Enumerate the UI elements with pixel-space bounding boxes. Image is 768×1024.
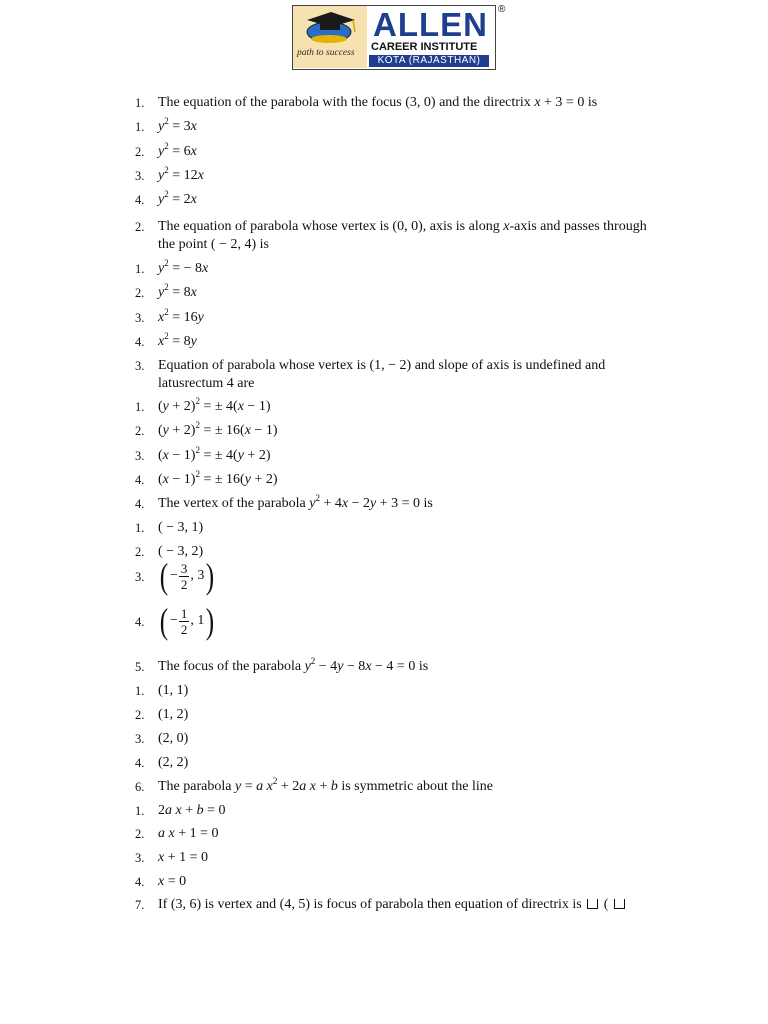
item-text: ( − $\frac{1}{2}$ , 1 ): [159, 601, 215, 641]
item-number: 3.: [135, 732, 145, 746]
item-text: Equation of parabola whose vertex is (1, − 2) and slope of axis is undefined and latusrectum 4 are: [158, 358, 606, 391]
item-number: 4.: [135, 497, 145, 511]
item-number: 4.: [135, 473, 145, 487]
item-text: $(y + 2)^2$ = ± 16(x − 1): [158, 420, 278, 438]
item-number: 6.: [135, 780, 145, 794]
item-number: 2.: [135, 545, 145, 559]
item-number: 1.: [135, 96, 145, 110]
item-text: ( − 3, 2): [158, 544, 204, 559]
item-text: ( − 3, 1): [158, 520, 204, 535]
item-text: $x^2 = 16y$: [158, 307, 204, 325]
item-number: 2.: [135, 286, 145, 300]
item-number: 1.: [135, 521, 145, 535]
item-number: 2.: [135, 827, 145, 841]
item-text: (2, 0): [158, 731, 189, 746]
item-number: 2.: [135, 708, 145, 722]
logo-city: KOTA (RAJASTHAN): [369, 55, 489, 67]
item-text: The vertex of the parabola $y^2 + 4x - 2y + 3 = 0$ is: [158, 493, 433, 511]
item-number: 1.: [135, 120, 145, 134]
item-number: 4.: [135, 615, 145, 629]
item-number: 4.: [135, 756, 145, 770]
item-text: The focus of the parabola $y^2 - 4y - 8x - 4 = 0$ is: [158, 656, 429, 674]
item-text: $x^2 = 8y$: [158, 331, 197, 349]
item-text: The parabola y = a $x^2 + 2a$ x + b is symmetric about the line: [158, 776, 493, 794]
item-number: 1.: [135, 804, 145, 818]
item-number: 4.: [135, 193, 145, 207]
logo-subtitle: CAREER INSTITUTE: [371, 41, 478, 53]
item-number: 3.: [135, 851, 145, 865]
item-text: The equation of parabola whose vertex is (0, 0), axis is along x-axis and passes through the point ( − 2, 4) is: [158, 219, 647, 252]
item-number: 1.: [135, 684, 145, 698]
item-text: $y^2 = 3x$: [158, 116, 197, 134]
item-number: 3.: [135, 449, 145, 463]
logo-tagline: path to success: [297, 48, 355, 58]
item-text: $y^2$ = − 8x: [158, 258, 209, 276]
item-text: a x + 1 = 0: [158, 826, 219, 841]
item-text: $y^2 = 8x$: [158, 282, 197, 300]
logo-brand: ALLEN: [373, 6, 488, 43]
item-text: $(x - 1)^2$ = ± 16(y + 2): [158, 469, 278, 487]
logo-emblem: [293, 6, 368, 68]
item-text: If (3, 6) is vertex and (4, 5) is focus of parabola then equation of directrix is (: [158, 896, 648, 914]
item-number: 4.: [135, 335, 145, 349]
item-text: (2, 2): [158, 755, 189, 770]
item-text: x + 1 = 0: [158, 850, 209, 865]
item-text: (1, 1): [158, 683, 189, 698]
item-number: 3.: [135, 359, 145, 373]
item-number: 2.: [135, 145, 145, 159]
item-number: 1.: [135, 262, 145, 276]
allen-logo: [292, 5, 496, 70]
item-number: 5.: [135, 660, 145, 674]
item-text: $y^2 = 2x$: [158, 189, 197, 207]
item-text: x = 0: [158, 874, 187, 889]
registered-mark: ®: [498, 4, 506, 15]
item-number: 1.: [135, 400, 145, 414]
item-number: 3.: [135, 311, 145, 325]
item-number: 7.: [135, 898, 145, 912]
item-text: The equation of the parabola with the focus (3, 0) and the directrix x + 3 = 0 is: [158, 95, 598, 110]
item-text: $(y + 2)^2$ = ± 4(x − 1): [158, 396, 271, 414]
item-text: $y^2 = 6x$: [158, 141, 197, 159]
logo-text: [367, 6, 495, 68]
item-number: 3.: [135, 169, 145, 183]
item-text: ( − $\frac{3}{2}$ , 3 ): [159, 556, 215, 596]
graduation-cap-icon: [293, 6, 367, 50]
item-number: 2.: [135, 220, 145, 234]
item-text: 2a x + b = 0: [158, 803, 226, 818]
item-number: 3.: [135, 570, 145, 584]
item-number: 4.: [135, 875, 145, 889]
item-text: (1, 2): [158, 707, 189, 722]
item-number: 2.: [135, 424, 145, 438]
item-text: $y^2 = 12x$: [158, 165, 204, 183]
item-text: $(x - 1)^2$ = ± 4(y + 2): [158, 445, 271, 463]
